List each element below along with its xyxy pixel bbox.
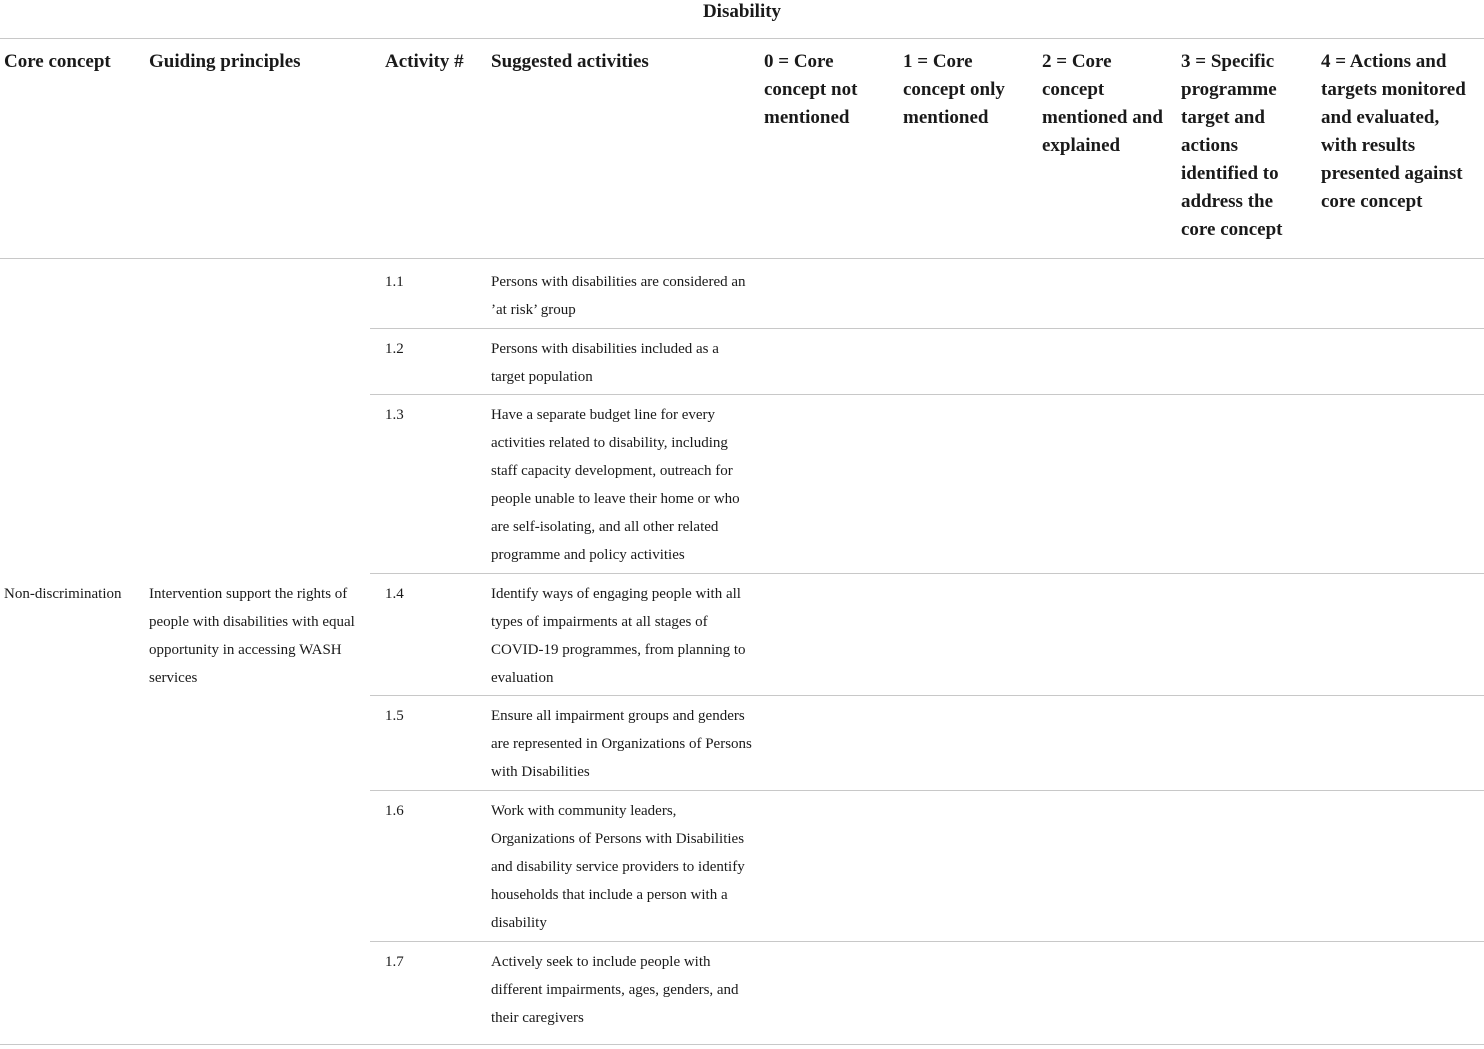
- row-divider: [370, 394, 1484, 395]
- header-suggested-activities: Suggested activities: [491, 51, 649, 72]
- header-guiding-principles: Guiding principles: [149, 51, 301, 72]
- table-row-number: 1.6: [385, 803, 404, 819]
- header-activity-number: Activity #: [385, 51, 464, 72]
- table-row-number: 1.7: [385, 954, 404, 970]
- table-row-number: 1.1: [385, 274, 404, 290]
- table-row-activity: Ensure all impairment groups and genders are represented in Organizations of Persons with Disabilities: [491, 708, 752, 780]
- header-score-4: 4 = Actions and targets monitored and evaluated, with results presented against core concept: [1321, 51, 1466, 212]
- row-divider: [370, 573, 1484, 574]
- header-divider: [0, 258, 1484, 259]
- table-bottom-border: [0, 1044, 1484, 1045]
- row-divider: [370, 328, 1484, 329]
- header-score-2: 2 = Core concept mentioned and explained: [1042, 51, 1163, 156]
- table-row-activity: Have a separate budget line for every activities related to disability, including staff capacity development, outreach for people unable to leave their home or who are self-isolating, and all other related programme and policy activities: [491, 407, 740, 563]
- header-score-0: 0 = Core concept not mentioned: [764, 51, 858, 128]
- table-row-activity: Identify ways of engaging people with all types of impairments at all stages of COVID-19 programmes, from planning to evaluation: [491, 586, 746, 686]
- header-core-concept: Core concept: [4, 51, 111, 72]
- header-score-1: 1 = Core concept only mentioned: [903, 51, 1005, 128]
- table-row-number: 1.5: [385, 708, 404, 724]
- table-row-activity: Persons with disabilities included as a target population: [491, 341, 719, 385]
- table-row-activity: Work with community leaders, Organizations of Persons with Disabilities and disability service providers to identify households that include a person with a disability: [491, 803, 745, 931]
- row-divider: [370, 941, 1484, 942]
- table-row-number: 1.2: [385, 341, 404, 357]
- table-row-number: 1.4: [385, 586, 404, 602]
- row-divider: [370, 790, 1484, 791]
- header-score-3: 3 = Specific programme target and actions identified to address the core concept: [1181, 51, 1283, 240]
- row-divider: [370, 695, 1484, 696]
- table-title: Disability: [702, 1, 782, 22]
- table-row-activity: Actively seek to include people with different impairments, ages, genders, and their caregivers: [491, 954, 739, 1026]
- guiding-principle-cell: Intervention support the rights of people with disabilities with equal opportunity in accessing WASH services: [149, 586, 355, 686]
- core-concept-cell: Non-discrimination: [4, 586, 122, 602]
- title-divider: [0, 38, 1484, 39]
- table-row-number: 1.3: [385, 407, 404, 423]
- table-row-activity: Persons with disabilities are considered an ’at risk’ group: [491, 274, 746, 318]
